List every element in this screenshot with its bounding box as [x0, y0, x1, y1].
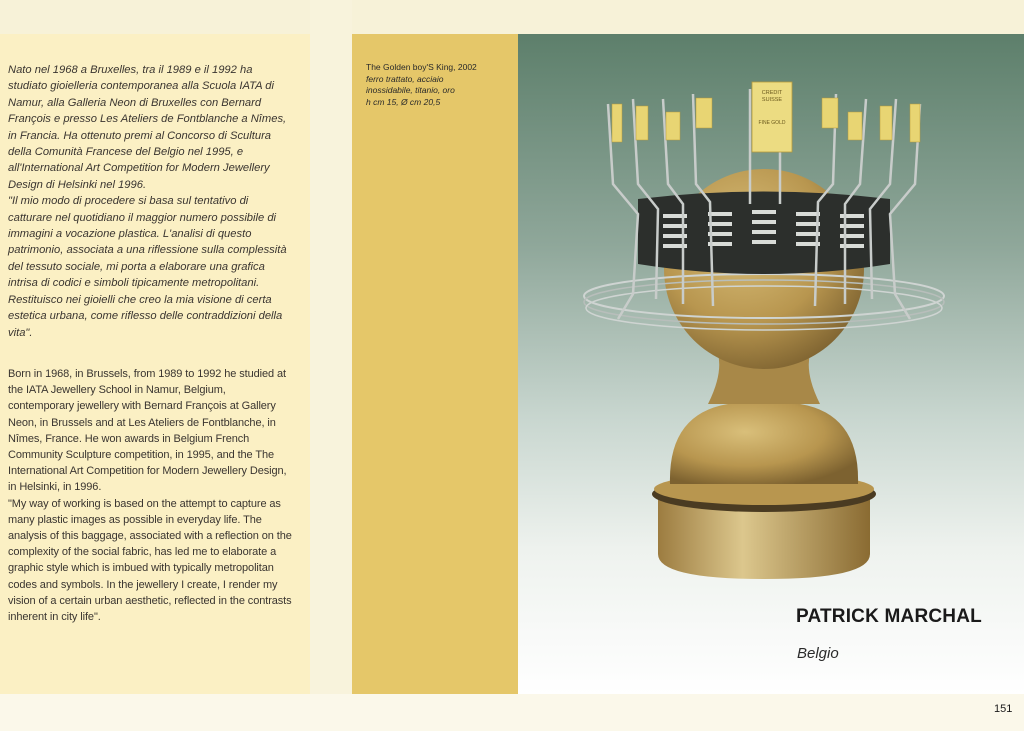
caption-material-2: inossidabile, titanio, oro	[366, 85, 455, 95]
artwork-caption	[366, 62, 516, 108]
bottom-band	[0, 694, 1024, 731]
caption-dimensions: h cm 15, Ø cm 20,5	[366, 96, 441, 107]
column-gutter	[310, 0, 352, 731]
italian-biography	[8, 62, 292, 341]
sculpture-image	[518, 34, 1024, 694]
artist-name: PATRICK MARCHAL	[796, 606, 982, 627]
page-number: 151	[994, 703, 1013, 715]
caption-material-1: ferro trattato, acciaio	[366, 73, 444, 84]
english-biography	[8, 366, 292, 625]
caption-title: The Golden boy'S King, 2002	[366, 62, 477, 72]
artwork-photo	[518, 34, 1024, 694]
artist-country: Belgio	[797, 645, 839, 662]
english-paragraph-bio: Born in 1968, in Brussels, from 1989 to 1992 he studied at the IATA Jewellery School in Namur, Belgium, contemporary jewellery with Bernard François at Gallery Neon, in Brussels and at Les Ateliers de Fontblanche, in Nîmes, France. He won awards in Belgium French Community Sculpture competition, in 1995, and the The International Art Competition for Modern Jewellery Design, in Helsinki, in 1996.	[8, 368, 287, 494]
plate-line-3: FINE GOLD	[758, 120, 786, 126]
plate-line-1: CREDIT	[761, 90, 783, 96]
english-paragraph-quote: "My way of working is based on the attempt to capture as many plastic images as possible in everyday life. The analysis of this baggage, associated with a reflection on the complexity of the social fabric, has led me to elaborate a graphic style which is imbued with typically metropolitan codes and symbols. In the jewellery I create, I render my vision of a certain urban aesthetic, reflected in the contrasts inherent in city life".	[8, 497, 292, 624]
caption-panel	[352, 34, 518, 694]
italian-paragraph-quote: "Il mio modo di procedere si basa sul tentativo di catturare nel quotidiano il maggior numero possibile di immagini a vocazione plastica. L'analisi di questo patrimonio, associata a una riflessione sulla complessità del tessuto sociale, mi porta a elaborare una grafica intrisa di codici e simboli tipicamente metropolitani. Restituisco nei gioielli che creo la mia visione di certa estetica urbana, come riflesso delle contraddizioni della vita".	[8, 195, 287, 339]
plate-line-2: SUISSE	[761, 97, 783, 103]
italian-paragraph-bio: Nato nel 1968 a Bruxelles, tra il 1989 e il 1992 ha studiato gioielleria contemporanea alla Scuola IATA di Namur, alla Galleria Neon di Bruxelles con Bernard François e presso Les Ateliers de Fontblanche a Nîmes, in Francia. Ha ottenuto premi al Concorso di Scultura della Comunità Francese del Belgio nel 1995, e all'International Art Competition for Modern Jewellery Design di Helsinki nel 1996.	[8, 64, 287, 191]
